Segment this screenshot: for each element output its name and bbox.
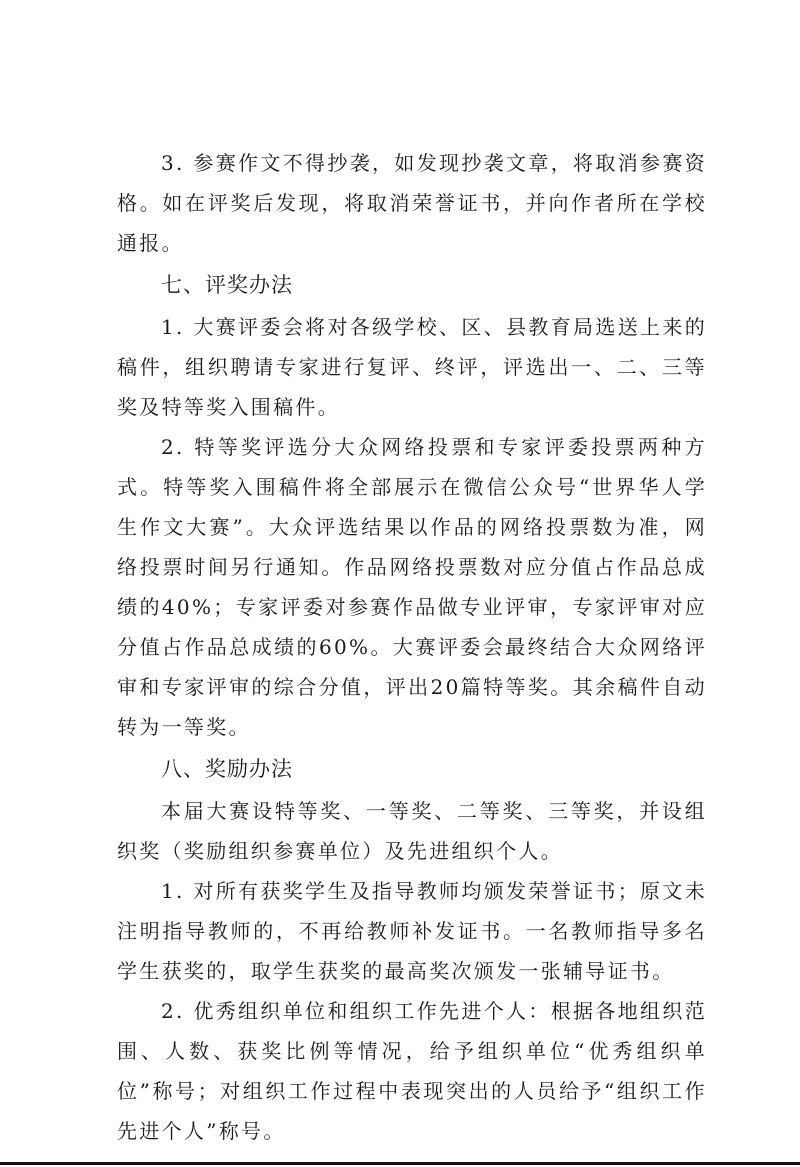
paragraph-plagiarism-rule: 3. 参赛作文不得抄袭，如发现抄袭文章，将取消参赛资格。如在评奖后发现，将取消荣誉证书，并向作者所在学校通报。: [117, 151, 707, 255]
paragraph-awards-organization: 2. 优秀组织单位和组织工作先进个人：根据各地组织范围、人数、获奖比例等情况，给予组织单位“优秀组织单位”称号；对组织工作过程中表现突出的人员给予“组织工作先进个人”称号。: [117, 999, 707, 1143]
paragraph-awards-certificates: 1. 对所有获奖学生及指导教师均颁发荣誉证书；原文未注明指导教师的，不再给教师补发证书。一名教师指导多名学生获奖的，取学生获奖的最高奖次颁发一张辅导证书。: [117, 879, 707, 983]
section-heading-judging: 七、评奖办法: [161, 273, 293, 297]
bottom-divider: [0, 1162, 800, 1165]
section-heading-awards: 八、奖励办法: [161, 757, 293, 781]
document-body: [117, 143, 707, 1151]
paragraph-judging-voting: 2. 特等奖评选分大众网络投票和专家评委投票两种方式。特等奖入围稿件将全部展示在微信公众号“世界华人学生作文大赛”。大众评选结果以作品的网络投票数为准，网络投票时间另行通知。作品网络投票数对应分值占作品总成绩的40%；专家评委对参赛作品做专业评审，专家评审对应分值占作品总成绩的60%。大赛评委会最终结合大众网络评审和专家评审的综合分值，评出20篇特等奖。其余稿件自动转为一等奖。: [117, 435, 707, 739]
paragraph-judging-review: 1. 大赛评委会将对各级学校、区、县教育局选送上来的稿件，组织聘请专家进行复评、终评，评选出一、二、三等奖及特等奖入围稿件。: [117, 315, 707, 419]
paragraph-awards-overview: 本届大赛设特等奖、一等奖、二等奖、三等奖，并设组织奖（奖励组织参赛单位）及先进组织个人。: [117, 799, 707, 863]
